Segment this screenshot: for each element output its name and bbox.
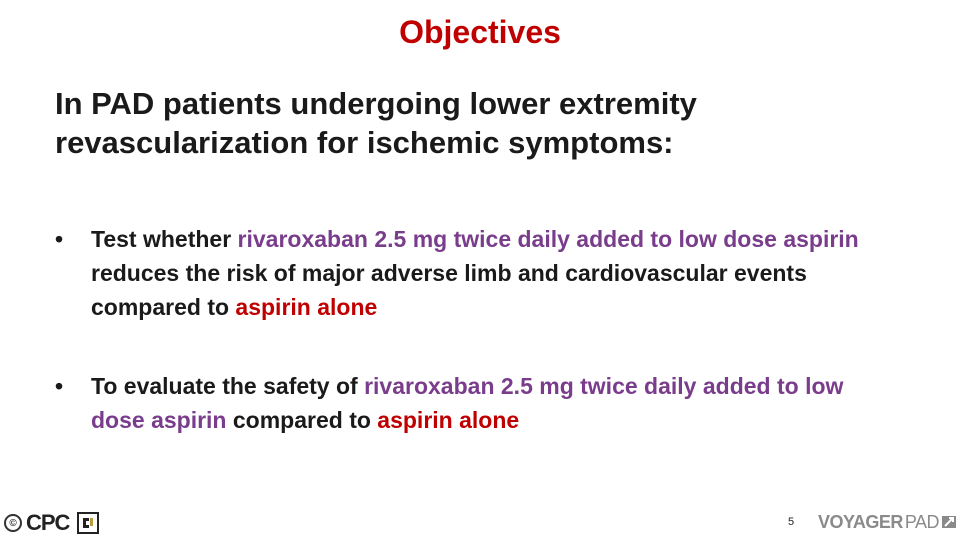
slide-title: Objectives	[399, 14, 561, 50]
bullet-text	[91, 369, 885, 437]
cpc-logo	[4, 508, 99, 538]
cpc-logo-text: CPC	[26, 510, 70, 535]
bullet-text-part: compared to	[226, 407, 378, 433]
slide-subtitle: In PAD patients undergoing lower extremity revascularization for ischemic symptoms:	[55, 86, 697, 160]
bullet-item	[55, 369, 885, 437]
pad-logo-text: PAD	[904, 511, 940, 532]
bullet-marker: •	[55, 373, 64, 399]
arrow-flag-icon	[941, 514, 957, 530]
drug-highlight: rivaroxaban 2.5 mg twice daily added to low dose aspirin	[91, 373, 844, 433]
bullet-text-part: To evaluate the safety of	[91, 373, 365, 399]
bullet-marker: •	[55, 226, 64, 252]
voyager-logo-text: VOYAGER	[818, 511, 903, 532]
bullet-item	[55, 222, 885, 324]
voyager-pad-logo	[818, 510, 957, 534]
bullet-text	[91, 222, 885, 324]
bullet-text-part: Test whether	[91, 226, 238, 252]
page-number: 5	[788, 516, 795, 528]
drug-highlight: rivaroxaban 2.5 mg twice daily added to low dose aspirin	[237, 226, 859, 252]
bullet-text-part: reduces the risk of major adverse limb and cardiovascular events compared to	[91, 260, 807, 320]
comparator-highlight: aspirin alone	[377, 407, 520, 433]
comparator-highlight: aspirin alone	[235, 294, 378, 320]
university-logo-icon	[77, 512, 99, 534]
seal-icon: ©	[4, 514, 22, 532]
